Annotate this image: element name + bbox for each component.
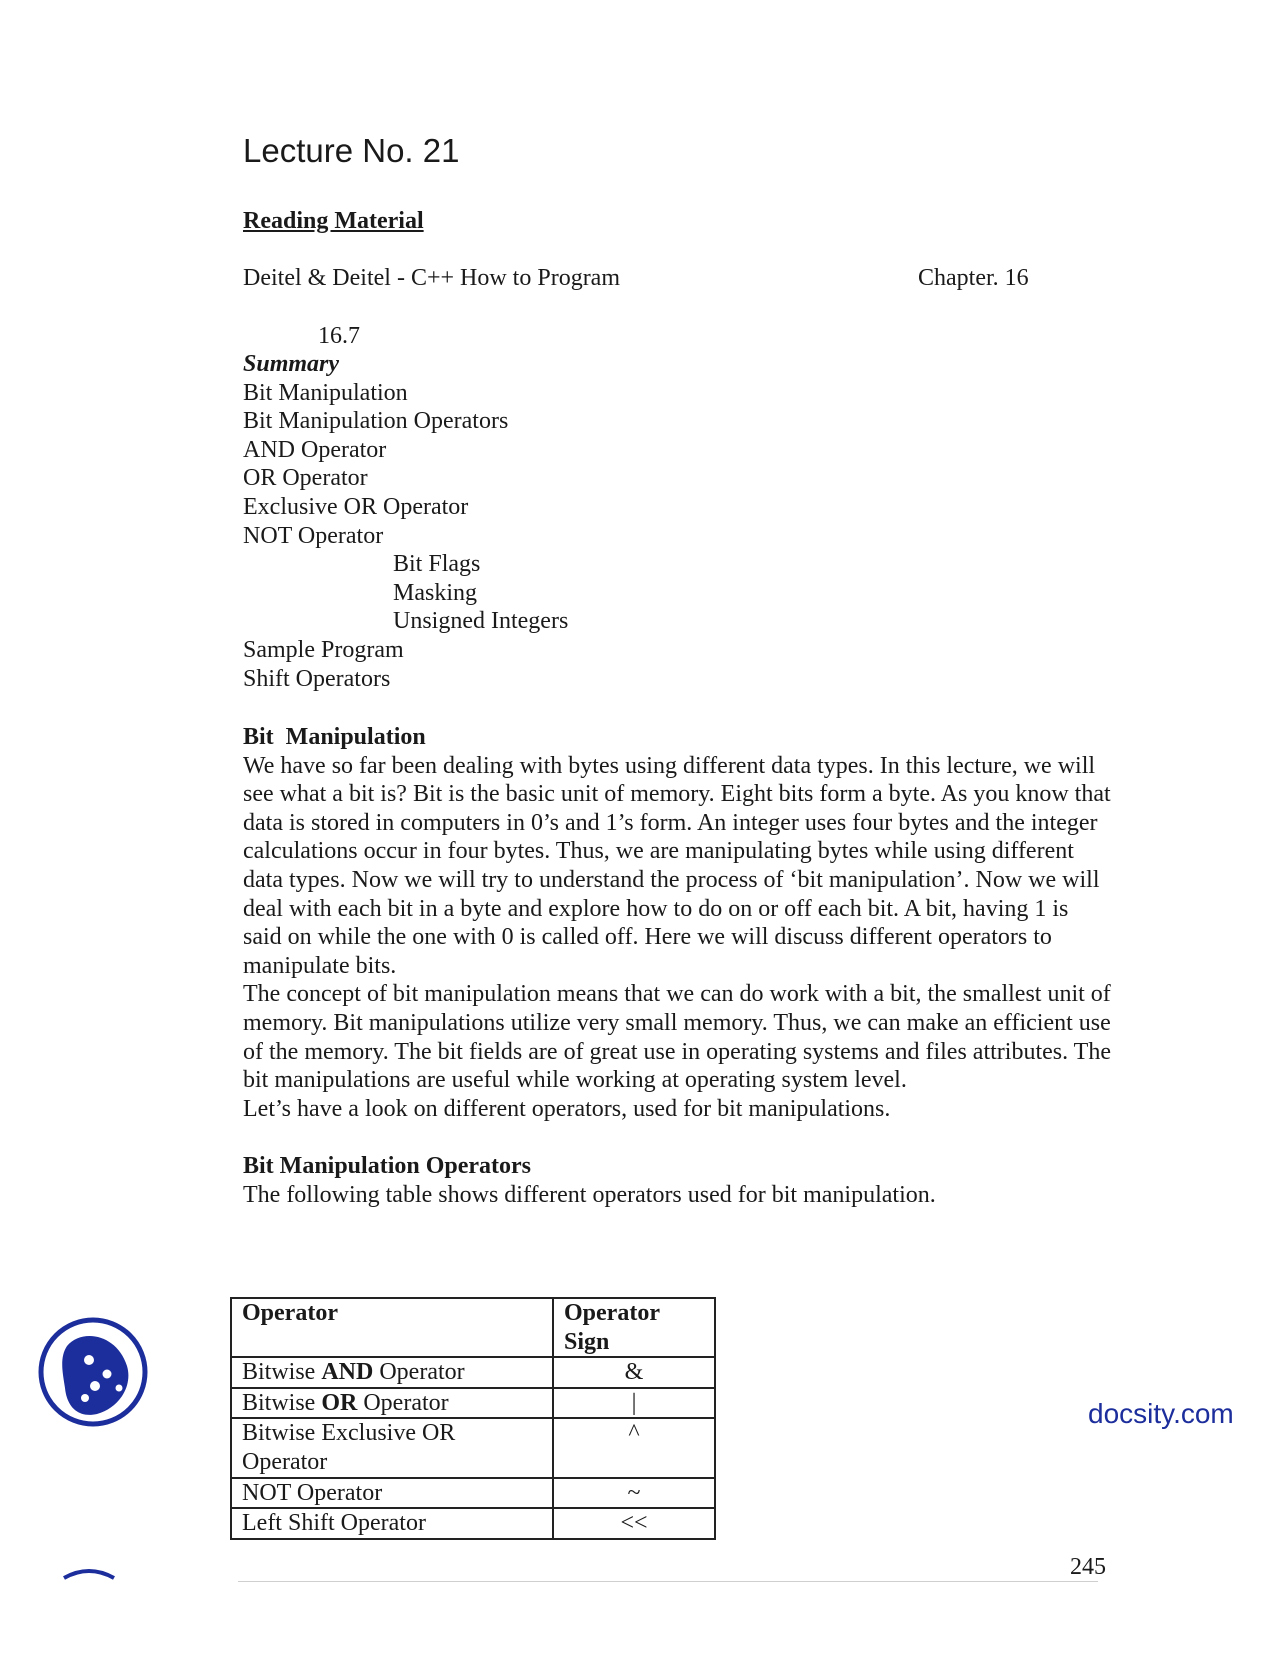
bit-manipulation-operators-heading: Bit Manipulation Operators <box>243 1152 532 1179</box>
bit-manipulation-heading: Bit Manipulation <box>243 724 426 750</box>
operator-sign-cell: & <box>553 1357 715 1388</box>
paragraph: Let’s have a look on different operators, used for bit manipulations. <box>243 1095 891 1122</box>
table-header-cell: Operator Sign <box>553 1298 715 1357</box>
body-text <box>243 723 1113 1209</box>
lecture-title: Lecture No. 21 <box>243 132 460 169</box>
operator-name-cell: Left Shift Operator <box>231 1508 553 1539</box>
summary-sub-item: Unsigned Integers <box>393 608 569 635</box>
page-number: 245 <box>1070 1554 1106 1580</box>
operator-sign-cell: ~ <box>553 1478 715 1509</box>
summary-item: Bit Manipulation Operators <box>243 408 509 435</box>
operator-sign-cell: | <box>553 1388 715 1419</box>
operator-sign-cell: << <box>553 1508 715 1539</box>
summary-sub-item: Bit Flags <box>393 551 481 578</box>
summary-item: OR Operator <box>243 465 368 492</box>
operator-name-cell: Bitwise OR Operator <box>231 1388 553 1419</box>
paragraph: We have so far been dealing with bytes using different data types. In this lecture, we will see what a bit is? Bit is the basic unit of memory. Eight bits form a byte. As you know that data is stored in computers in 0’s and 1’s form. An integer uses four bytes and the integer calculations occur in four bytes. Thus, we are manipulating bytes while using different data types. Now we will try to understand the process of ‘bit manipulation’. Now we will deal with each bit in a byte and explore how to do on or off each bit. A bit, having 1 is said on while the one with 0 is called off. Here we will discuss different operators to manipulate bits. <box>243 752 1111 979</box>
docsity-logo-icon[interactable] <box>37 1316 149 1428</box>
operator-name-cell: NOT Operator <box>231 1478 553 1509</box>
table-header-cell: Operator <box>231 1298 553 1357</box>
summary-title: Summary <box>243 351 340 377</box>
summary-item: Bit Manipulation <box>243 379 408 406</box>
summary-item: Exclusive OR Operator <box>243 493 469 520</box>
footer-divider <box>238 1581 1098 1582</box>
book-chapter: Chapter. 16 <box>918 265 1029 291</box>
docsity-logo-fragment-icon <box>62 1568 116 1580</box>
table-row <box>231 1478 715 1509</box>
summary-item: Sample Program <box>243 636 404 663</box>
paragraph: The following table shows different operators used for bit manipulation. <box>243 1181 936 1208</box>
summary-block <box>243 350 943 693</box>
docsity-watermark-link[interactable]: docsity.com <box>1088 1398 1234 1429</box>
summary-item: NOT Operator <box>243 522 384 549</box>
section-reference: 16.7 <box>318 323 360 349</box>
summary-item: Shift Operators <box>243 665 391 692</box>
operator-sign-cell: ^ <box>553 1418 715 1477</box>
operator-name-cell: Bitwise Exclusive OR Operator <box>231 1418 553 1477</box>
summary-sub-item: Masking <box>393 579 477 606</box>
table-header-row <box>231 1298 715 1357</box>
reading-material-heading: Reading Material <box>243 208 424 234</box>
book-title: Deitel & Deitel - C++ How to Program <box>243 265 621 291</box>
table-row <box>231 1357 715 1388</box>
operator-table <box>230 1297 716 1540</box>
table-row <box>231 1508 715 1539</box>
operator-name-cell: Bitwise AND Operator <box>231 1357 553 1388</box>
paragraph: The concept of bit manipulation means that we can do work with a bit, the smallest unit of memory. Bit manipulations utilize very small memory. Thus, we can make an efficient use of the memory. The bit fields are of great use in operating systems and files attributes. The bit manipulations are useful while working at operating system level. <box>243 981 1111 1094</box>
table-row <box>231 1418 715 1477</box>
table-row <box>231 1388 715 1419</box>
summary-item: AND Operator <box>243 436 387 463</box>
